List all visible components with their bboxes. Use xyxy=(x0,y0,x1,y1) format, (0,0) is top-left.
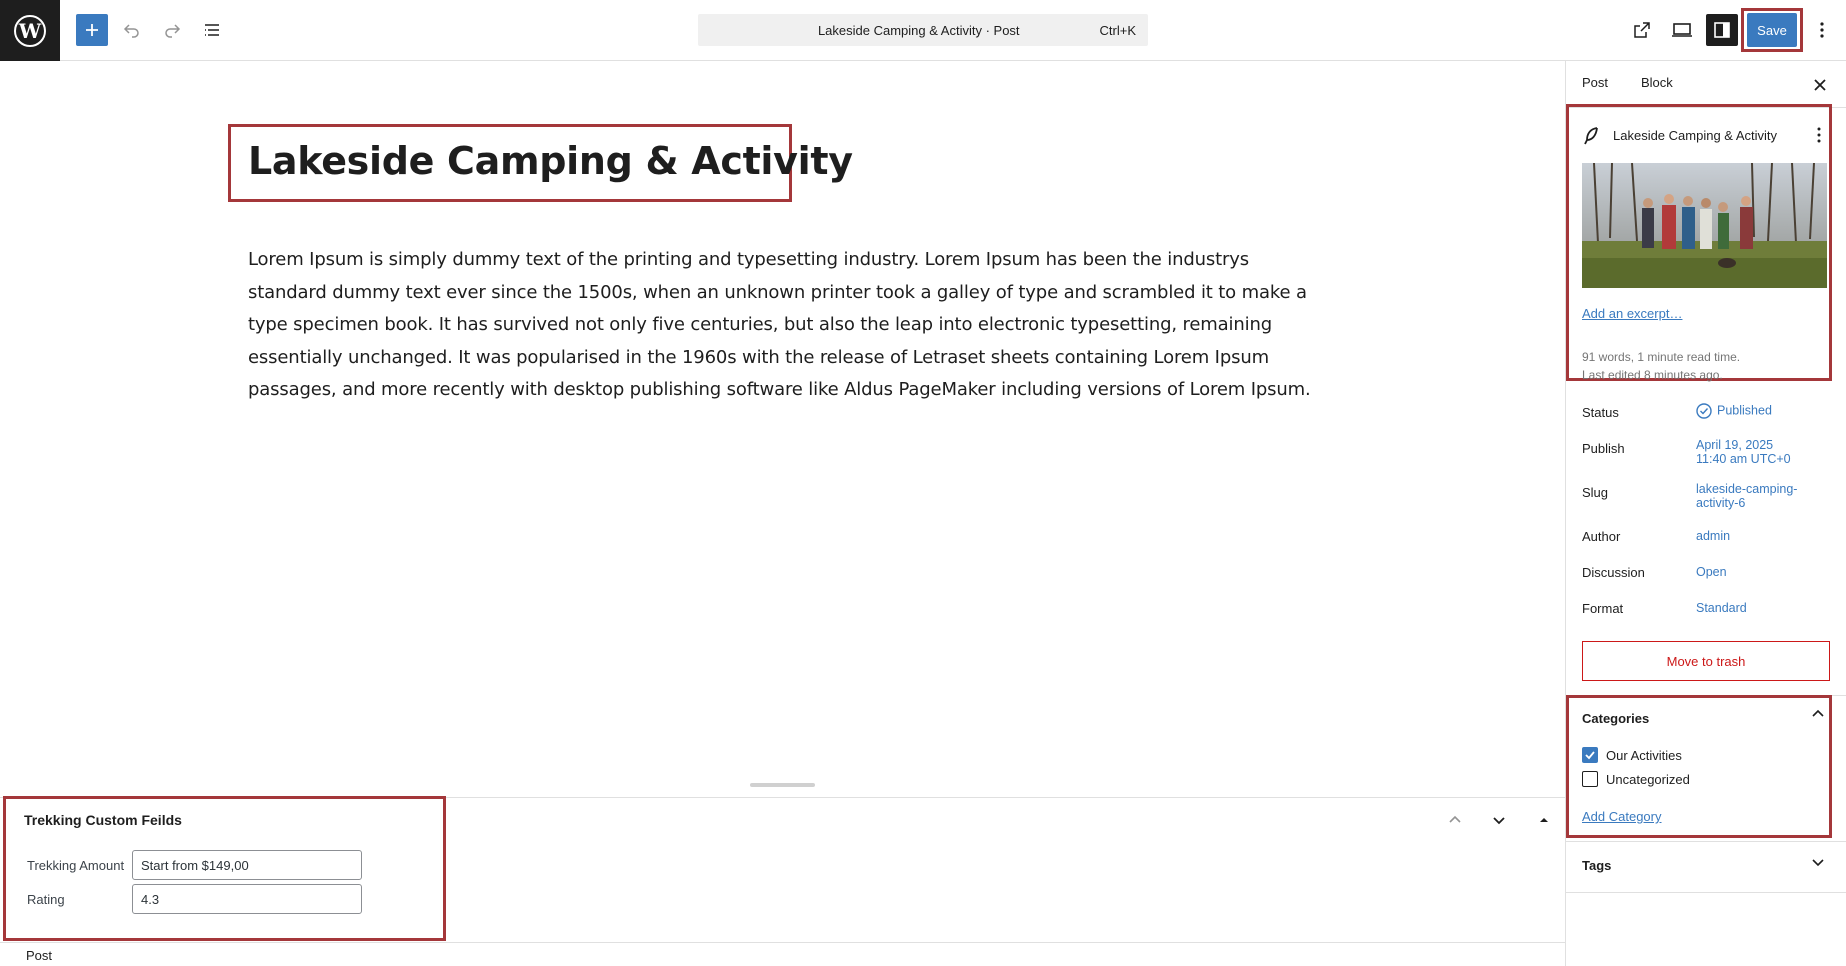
author-value[interactable]: admin xyxy=(1696,529,1731,543)
editor-header xyxy=(0,0,1846,61)
feather-icon xyxy=(1583,126,1601,146)
editor-footer xyxy=(0,942,1565,966)
last-edited: Last edited 8 minutes ago. xyxy=(1582,368,1723,382)
add-category-link[interactable]: Add Category xyxy=(1582,809,1662,824)
format-value[interactable]: Standard xyxy=(1696,601,1747,615)
wordpress-logo-button[interactable] xyxy=(0,0,60,61)
rating-input[interactable] xyxy=(132,884,362,914)
chevron-up-icon xyxy=(1447,812,1463,828)
trekking-amount-input[interactable] xyxy=(132,850,362,880)
breadcrumb[interactable]: Post xyxy=(26,948,53,963)
options-menu-button[interactable] xyxy=(1806,14,1838,46)
published-icon xyxy=(1696,403,1712,419)
move-to-trash-button[interactable]: Move to trash xyxy=(1582,641,1830,681)
category-label: Our Activities xyxy=(1606,747,1682,763)
paragraph-block[interactable]: Lorem Ipsum is simply dummy text of the printing and typesetting industry. Lorem Ipsum has been the industrys standard dummy text ever since the 1500s, when an unknown printer took a galley of type and scrambled it to make a type specimen book. It has survived not only five centuries, but also the leap into electronic typesetting, remaining essentially unchanged. It was popularised in the 1960s with the release of Letraset sheets containing Lorem Ipsum passages, and more recently with desktop publishing software like Aldus PageMaker including versions of Lorem Ipsum. xyxy=(248,249,1311,400)
slug-line-1: lakeside-camping- xyxy=(1696,482,1798,496)
add-block-button[interactable] xyxy=(76,14,108,46)
author-label: Author xyxy=(1582,529,1621,544)
status-text: Published xyxy=(1717,403,1772,418)
slug-value[interactable] xyxy=(1696,482,1797,510)
featured-image-photo xyxy=(1582,163,1827,288)
undo-button[interactable] xyxy=(116,14,148,46)
document-title: Lakeside Camping & Activity · Post xyxy=(817,22,1020,38)
post-title[interactable]: Lakeside Camping & Activity xyxy=(248,139,853,183)
more-vertical-icon xyxy=(1819,21,1825,39)
move-down-button[interactable] xyxy=(1487,808,1511,832)
chevron-down-icon xyxy=(1491,812,1507,828)
discussion-value[interactable]: Open xyxy=(1696,565,1727,579)
divider xyxy=(1566,841,1846,842)
settings-sidebar xyxy=(1565,61,1846,966)
category-uncategorized[interactable] xyxy=(1582,771,1690,787)
tags-toggle[interactable] xyxy=(1811,855,1825,874)
categories-toggle[interactable] xyxy=(1811,707,1825,726)
publish-time: 11:40 am UTC+0 xyxy=(1696,452,1791,466)
metabox-title: Trekking Custom Feilds xyxy=(24,812,182,828)
post-actions-button[interactable] xyxy=(1816,126,1822,149)
settings-toggle-button[interactable] xyxy=(1706,14,1738,46)
publish-label: Publish xyxy=(1582,441,1625,456)
divider xyxy=(1566,892,1846,893)
sidebar-icon xyxy=(1712,20,1732,40)
rating-label: Rating xyxy=(27,892,65,907)
close-sidebar-button[interactable] xyxy=(1808,73,1832,97)
chevron-up-icon xyxy=(1811,707,1825,721)
undo-icon xyxy=(122,20,142,40)
document-overview-button[interactable] xyxy=(196,14,228,46)
list-view-icon xyxy=(202,20,222,40)
more-vertical-icon xyxy=(1816,126,1822,144)
format-label: Format xyxy=(1582,601,1624,616)
status-label: Status xyxy=(1582,405,1619,420)
checkbox-unchecked[interactable] xyxy=(1582,771,1598,787)
publish-date: April 19, 2025 xyxy=(1696,438,1774,452)
view-post-button[interactable] xyxy=(1626,14,1658,46)
keyboard-shortcut: Ctrl+K xyxy=(1099,22,1136,38)
close-icon xyxy=(1813,78,1827,92)
tab-block[interactable]: Block xyxy=(1641,75,1673,90)
preview-button[interactable] xyxy=(1666,14,1698,46)
toggle-panel-button[interactable] xyxy=(1532,808,1556,832)
desktop-icon xyxy=(1671,20,1693,40)
external-link-icon xyxy=(1632,20,1652,40)
checkbox-checked[interactable] xyxy=(1582,747,1598,763)
save-button[interactable]: Save xyxy=(1747,13,1797,47)
sidebar-post-title: Lakeside Camping & Activity xyxy=(1613,128,1778,143)
svg-text:W: W xyxy=(18,18,42,43)
status-value[interactable] xyxy=(1696,403,1772,419)
chevron-down-icon xyxy=(1811,855,1825,869)
category-our-activities[interactable] xyxy=(1582,747,1682,763)
post-icon xyxy=(1583,126,1601,151)
check-icon xyxy=(1584,749,1596,761)
plus-icon xyxy=(84,22,100,38)
redo-icon xyxy=(162,20,182,40)
slug-label: Slug xyxy=(1582,485,1609,500)
sidebar-tabs xyxy=(1566,61,1846,108)
trekking-amount-label: Trekking Amount xyxy=(27,858,125,873)
editor-canvas xyxy=(0,61,1565,772)
redo-button[interactable] xyxy=(156,14,188,46)
categories-heading[interactable]: Categories xyxy=(1582,711,1650,726)
metabox-resize-handle[interactable] xyxy=(750,783,815,787)
add-excerpt-link[interactable]: Add an excerpt… xyxy=(1582,306,1683,321)
tab-post[interactable]: Post xyxy=(1582,75,1609,90)
featured-image[interactable] xyxy=(1582,163,1827,288)
publish-date-value[interactable] xyxy=(1696,438,1791,466)
wordpress-icon xyxy=(13,14,47,48)
slug-line-2: activity-6 xyxy=(1696,496,1746,510)
move-up-button[interactable] xyxy=(1443,808,1467,832)
command-palette-bar[interactable] xyxy=(698,14,1148,46)
caret-up-icon xyxy=(1538,814,1550,826)
word-count: 91 words, 1 minute read time. xyxy=(1582,350,1741,364)
tags-heading[interactable]: Tags xyxy=(1582,858,1612,873)
discussion-label: Discussion xyxy=(1582,565,1645,580)
category-label: Uncategorized xyxy=(1606,771,1690,787)
